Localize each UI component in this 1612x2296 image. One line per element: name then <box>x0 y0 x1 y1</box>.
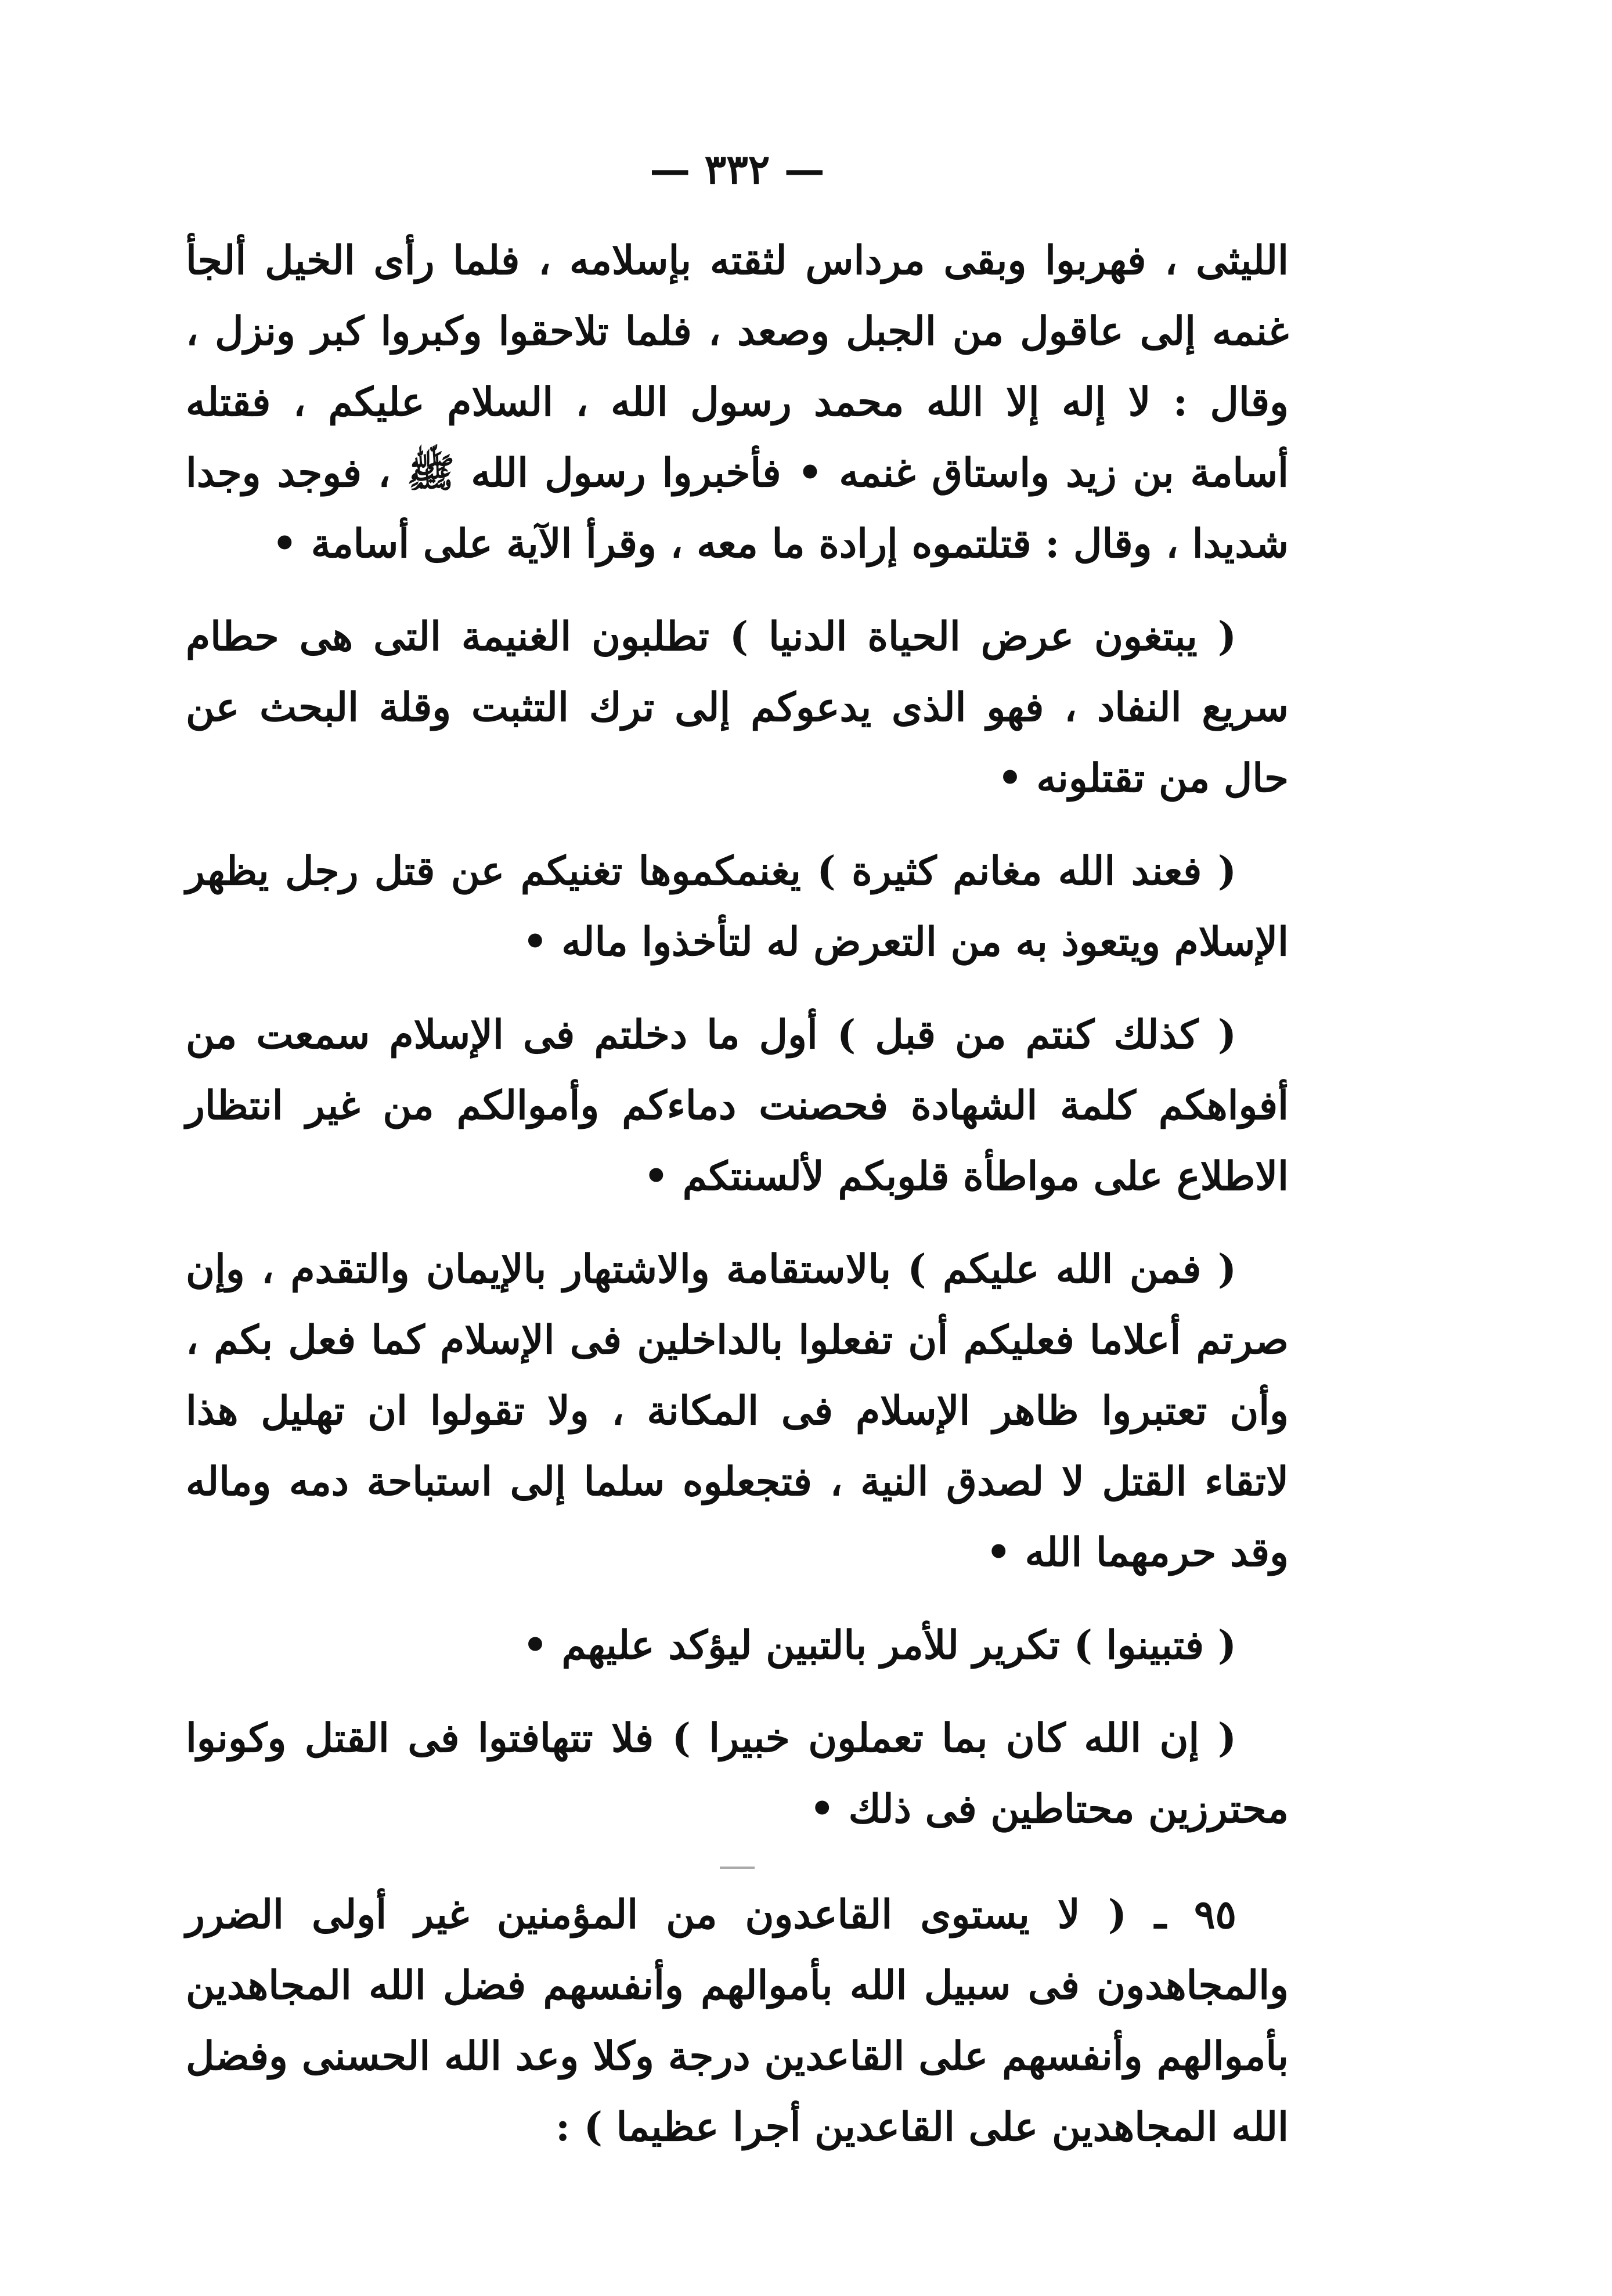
paragraph-2: ( يبتغون عرض الحياة الدنيا ) تطلبون الغنيمة التى هى حطام سريع النفاد ، فهو الذى يدعوكم إلى ترك التثبت وقلة البحث عن حال من تقتلونه • <box>186 613 1289 802</box>
divider <box>720 1867 755 1869</box>
paragraph-7: ( إن الله كان بما تعملون خبيرا ) فلا تتهافتوا فى القتل وكونوا محترزين محتاطين فى ذلك • <box>186 1715 1289 1832</box>
page-body <box>186 145 1289 2185</box>
paragraph-8: ٩٥ ـ ( لا يستوى القاعدون من المؤمنين غير أولى الضرر والمجاهدون فى سبيل الله بأموالهم وأنفسهم فضل الله المجاهدين بأموالهم وأنفسهم على القاعدين درجة وكلا وعد الله الحسنى وفضل الله المجاهدين على القاعدين أجرا عظيما ) : <box>186 1891 1289 2150</box>
page-number: — ٣٣٢ — <box>650 145 825 193</box>
paragraph-5: ( فمن الله عليكم ) بالاستقامة والاشتهار بالإيمان والتقدم ، وإن صرتم أعلاما فعليكم أن تفعلوا بالداخلين فى الإسلام كما فعل بكم ، وأن تعتبروا ظاهر الإسلام فى المكانة ، ولا تقولوا ان تهليل هذا لاتقاء القتل لا لصدق النية ، فتجعلوه سلما إلى استباحة دمه وماله وقد حرمهما الله • <box>186 1246 1289 1576</box>
paragraph-6: ( فتبينوا ) تكرير للأمر بالتبين ليؤكد عليهم • <box>522 1622 1236 1669</box>
paragraph-3: ( فعند الله مغانم كثيرة ) يغنمكموها تغنيكم عن قتل رجل يظهر الإسلام ويتعوذ به من التعرض له لتأخذوا ماله • <box>186 848 1289 965</box>
paragraph-1: الليثى ، فهربوا وبقى مرداس لثقته بإسلامه ، فلما رأى الخيل ألجأ غنمه إلى عاقول من الجبل وصعد ، فلما تلاحقوا وكبروا كبر ونزل ، وقال : لا إله إلا الله محمد رسول الله ، السلام عليكم ، فقتله أسامة بن زيد واستاق غنمه • فأخبروا رسول الله ﷺ ، فوجد وجدا شديدا ، وقال : قتلتموه إرادة ما معه ، وقرأ الآية على أسامة • <box>186 237 1289 567</box>
paragraph-4: ( كذلك كنتم من قبل ) أول ما دخلتم فى الإسلام سمعت من أفواهكم كلمة الشهادة فحصنت دماءكم وأموالكم من غير انتظار الاطلاع على مواطأة قلوبكم لألسنتكم • <box>186 1012 1289 1200</box>
